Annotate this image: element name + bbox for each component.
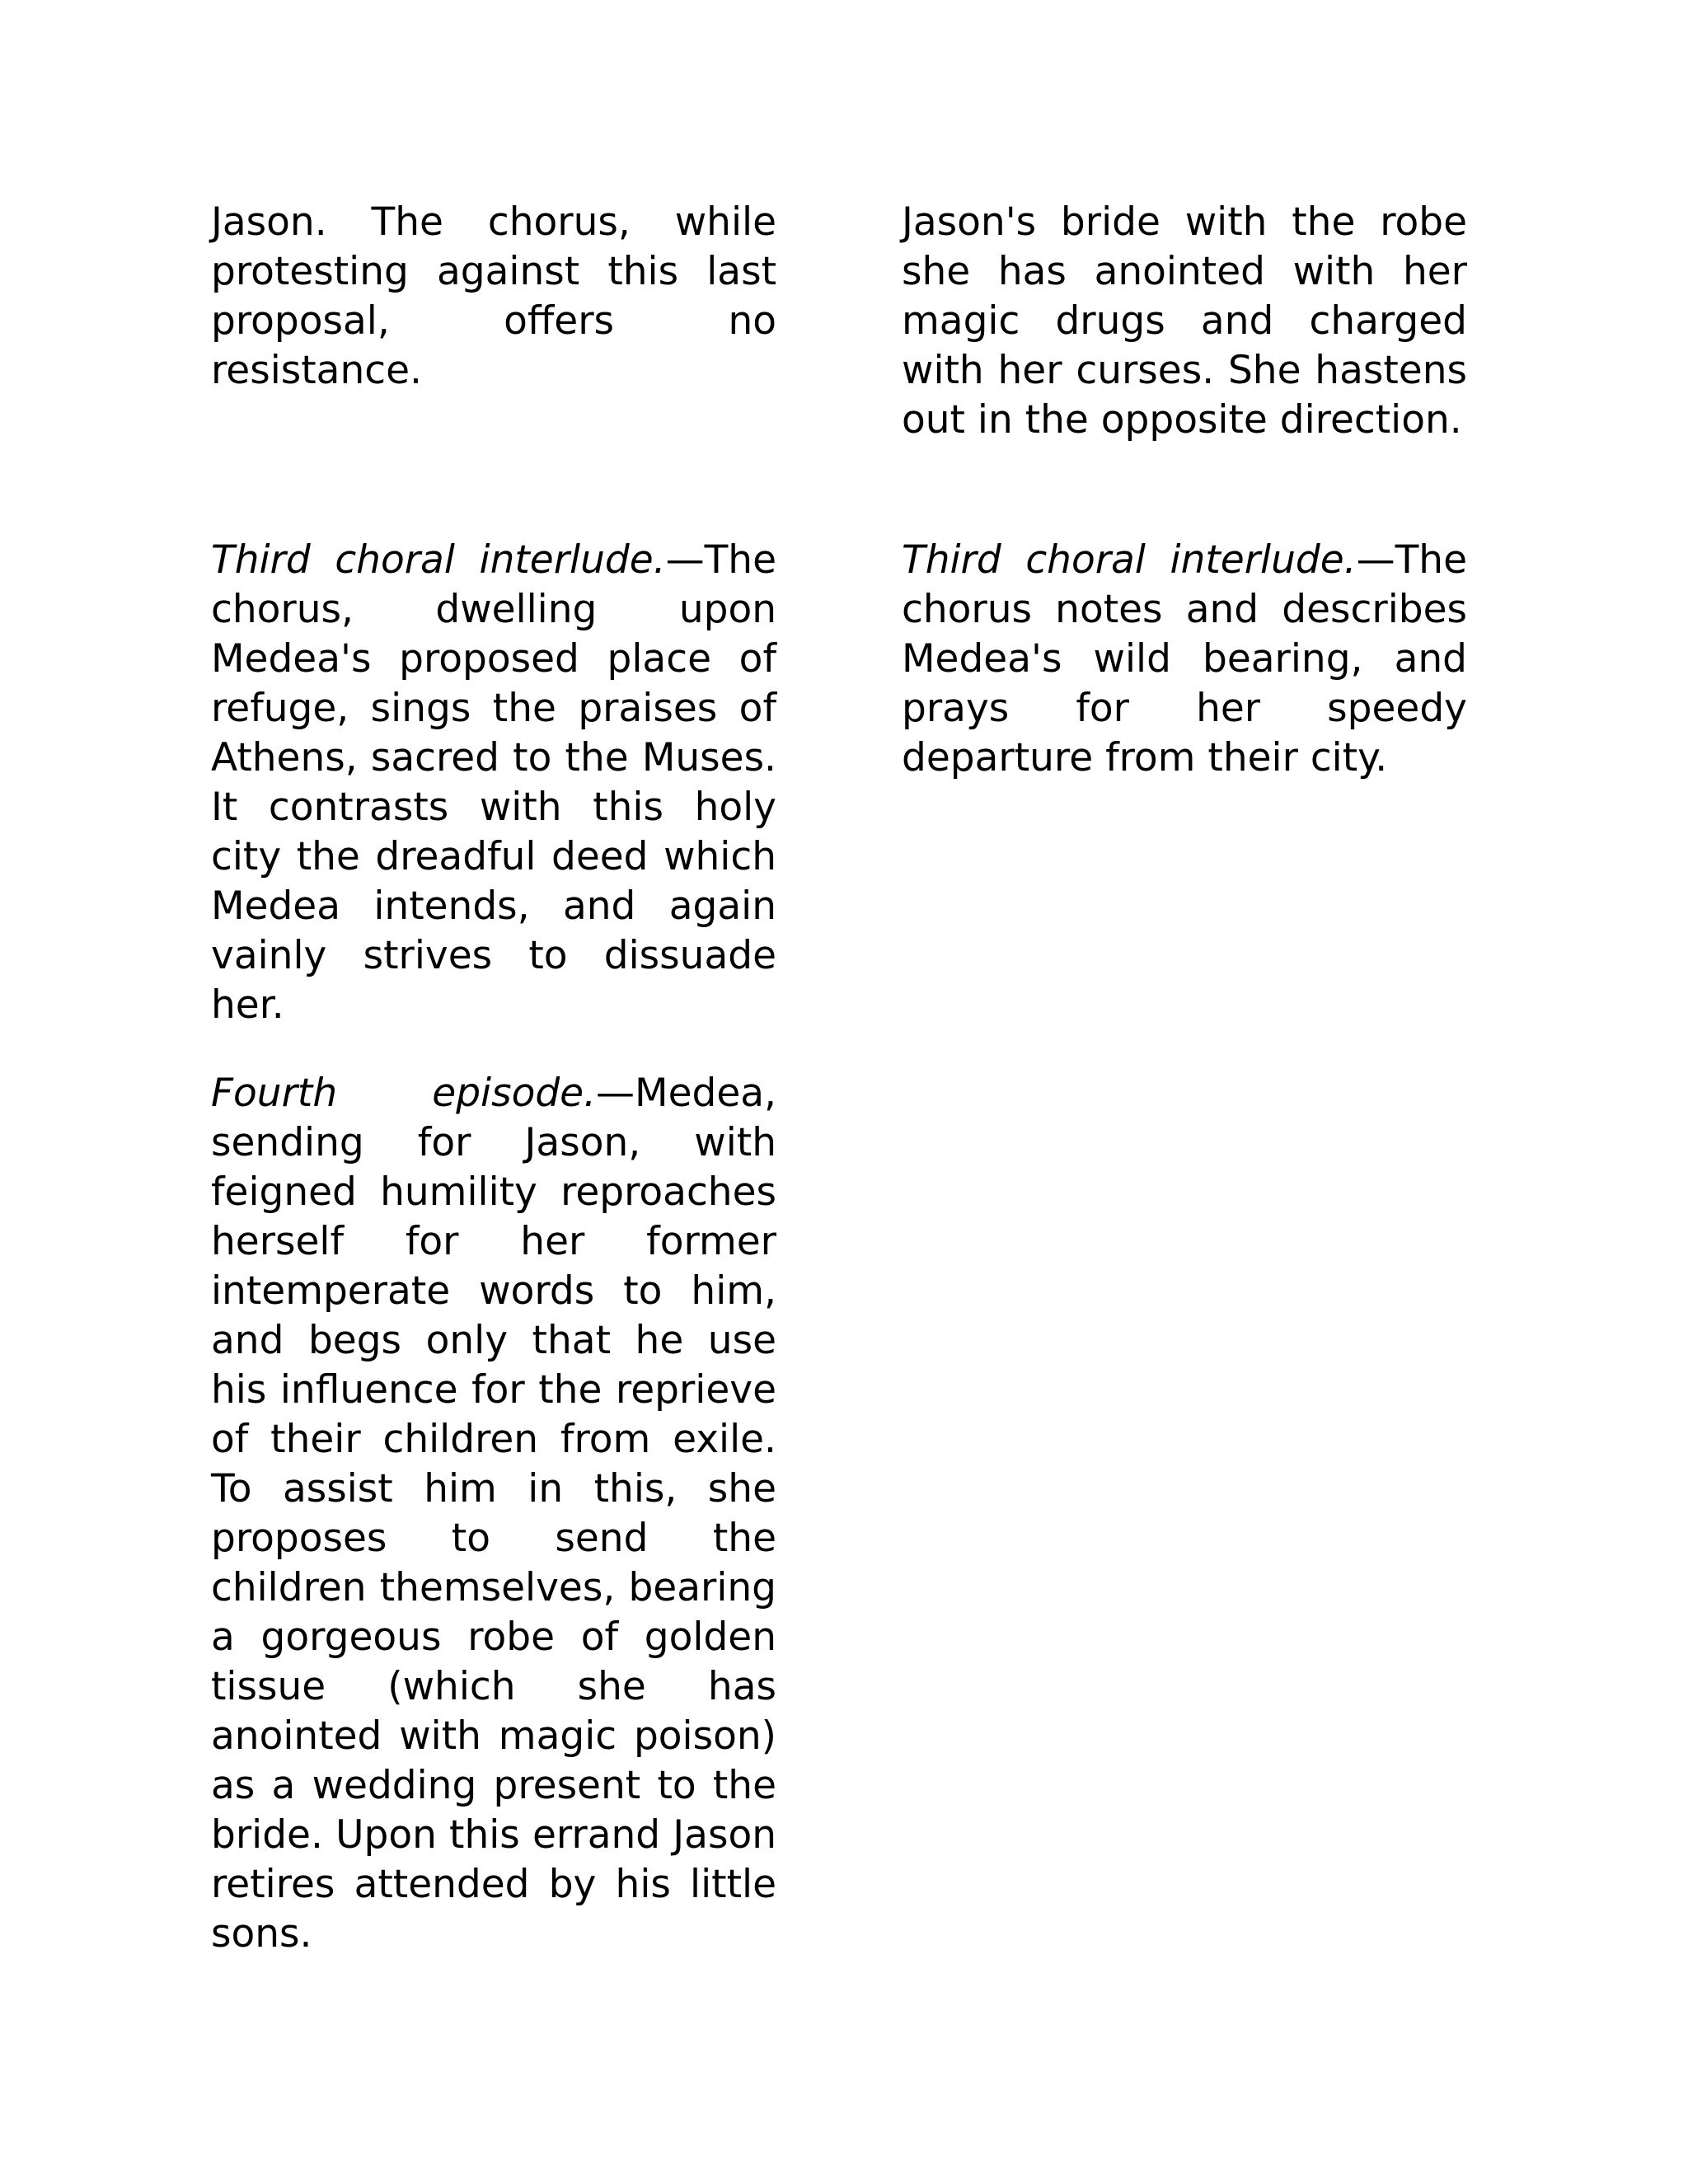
right-paragraph-2 — [902, 536, 1467, 783]
left-paragraph-2-heading: Third choral interlude. — [211, 537, 666, 583]
left-paragraph-2 — [211, 536, 776, 1030]
right-paragraph-1 — [902, 198, 1467, 445]
right-paragraph-1-text: Jason's bride with the robe she has anointed with her magic drugs and charged with her curses. She hastens out in the opposite direction. — [902, 199, 1467, 443]
right-paragraph-2-text: —The chorus notes and describes Medea's wild bearing, and prays for her speedy departure from their city. — [902, 537, 1467, 780]
left-paragraph-3-text: —Medea, sending for Jason, with feigned humility reproaches herself for her former intemperate words to him, and begs only that he use his influence for the reprieve of their children from exile. To assist him in this, she proposes to send the children themselves, bearing a gorgeous robe of golden tissue (which she has anointed with magic poison) as a wedding present to the bride. Upon this errand Jason retires attended by his little sons. — [211, 1071, 776, 1957]
right-paragraph-2-heading: Third choral interlude. — [902, 537, 1357, 583]
left-paragraph-2-text: —The chorus, dwelling upon Medea's proposed place of refuge, sings the praises of Athens, sacred to the Muses. It contrasts with this holy city the dreadful deed which Medea intends, and again vainly strives to dissuade her. — [211, 537, 776, 1028]
left-paragraph-1-text: Jason. The chorus, while protesting against this last proposal, offers no resistance. — [211, 199, 776, 393]
left-paragraph-1 — [211, 198, 776, 396]
left-paragraph-3 — [211, 1069, 776, 1959]
left-paragraph-3-heading: Fourth episode. — [211, 1071, 597, 1116]
